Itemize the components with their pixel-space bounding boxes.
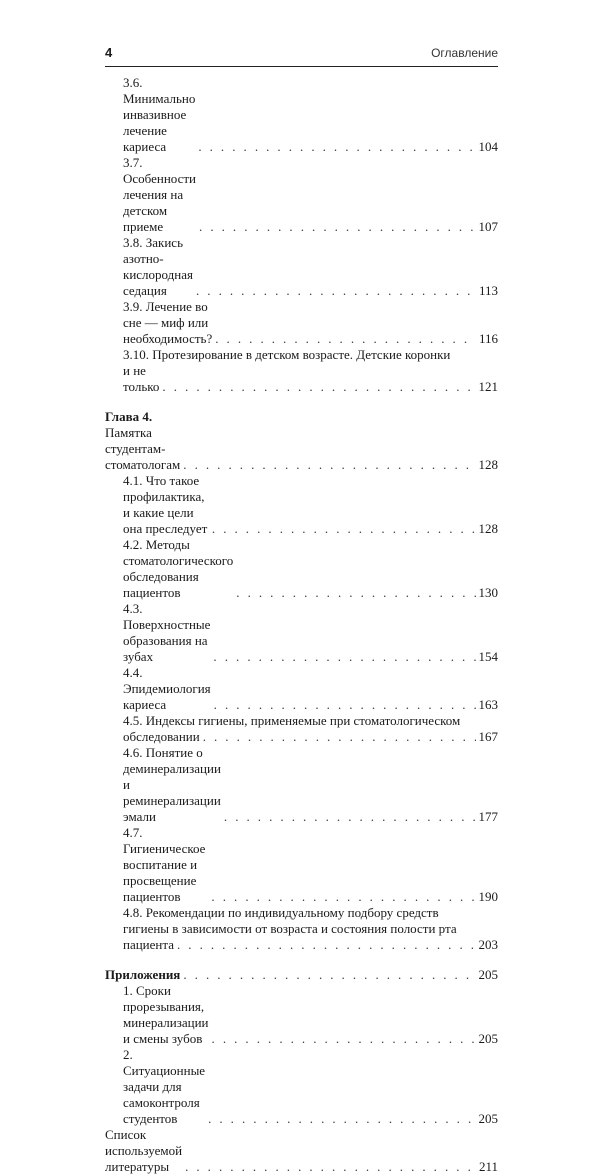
dot-leader	[213, 649, 475, 665]
chapter-title: Памятка студентам-стоматологам	[105, 425, 181, 472]
toc-entry[interactable]	[105, 537, 498, 601]
toc-entry-label-line: 4.8. Рекомендации по индивидуальному подбору средств	[123, 905, 439, 920]
toc-appendix-entry[interactable]	[105, 967, 498, 983]
toc-entry-page: 177	[478, 809, 498, 824]
toc-entry-page: 128	[478, 521, 498, 536]
toc-entry[interactable]	[105, 1127, 498, 1175]
toc-entry[interactable]	[105, 601, 498, 665]
toc-entry-label: 4.7. Гигиеническое воспитание и просвещение пациентов	[123, 825, 206, 904]
toc-entry[interactable]	[105, 155, 498, 235]
toc-entry-label: 2. Ситуационные задачи для самоконтроля студентов	[123, 1047, 206, 1126]
toc-entry-page: 205	[478, 967, 498, 982]
toc-entry[interactable]	[105, 825, 498, 905]
toc-entry[interactable]	[105, 235, 498, 299]
toc-entry[interactable]	[105, 665, 498, 713]
toc-entry[interactable]	[105, 75, 498, 155]
toc-entry-page: 211	[478, 1159, 498, 1174]
toc-entry-page: 167	[478, 729, 498, 744]
dot-leader	[183, 457, 475, 473]
toc-entry-page: 121	[478, 379, 498, 394]
dot-leader	[215, 331, 476, 347]
toc-entry-label	[105, 409, 180, 473]
dot-leader	[236, 585, 475, 601]
dot-leader	[214, 697, 476, 713]
toc-entry-label: 4.6. Понятие о деминерализации и реминерализации эмали	[123, 745, 221, 824]
toc-entry-label: 4.4. Эпидемиология кариеса	[123, 665, 211, 712]
toc-entry-page: 163	[478, 697, 498, 712]
toc-entry-label-line: 3.10. Протезирование в детском возрасте. Детские коронки	[123, 347, 451, 362]
dot-leader	[183, 967, 475, 983]
dot-leader	[198, 139, 475, 155]
toc-entry-label-line: обследовании	[123, 729, 200, 744]
toc-entry[interactable]	[105, 1047, 498, 1127]
dot-leader	[185, 1159, 476, 1175]
toc-entry-page: 107	[478, 219, 498, 234]
toc-entry[interactable]	[105, 299, 498, 347]
table-of-contents	[105, 75, 498, 1175]
dot-leader	[212, 1031, 476, 1047]
page-header	[105, 40, 498, 67]
dot-leader	[208, 1111, 475, 1127]
toc-entry-page: 130	[478, 585, 498, 600]
toc-entry-page: 203	[478, 937, 498, 952]
toc-entry[interactable]	[105, 745, 498, 825]
dot-leader	[211, 889, 475, 905]
toc-entry-label-line: пациента	[123, 937, 174, 952]
dot-leader	[203, 729, 476, 745]
toc-entry-page: 104	[478, 139, 498, 154]
toc-entry-label-line: и не только	[123, 363, 160, 394]
toc-entry-multiline[interactable]	[105, 713, 498, 745]
dot-leader	[162, 379, 475, 395]
toc-entry-page: 190	[478, 889, 498, 904]
toc-entry-label: 4.2. Методы стоматологического обследования пациентов	[123, 537, 234, 600]
toc-entry-page: 205	[478, 1031, 498, 1046]
toc-entry-label-line: гигиены в зависимости от возраста и состояния полости рта	[123, 921, 457, 936]
running-title: Оглавление	[431, 46, 498, 60]
toc-entry-label: 3.7. Особенности лечения на детском приеме	[123, 155, 197, 234]
toc-entry-label: 4.3. Поверхностные образования на зубах	[123, 601, 211, 664]
toc-entry-page: 116	[478, 331, 498, 346]
dot-leader	[224, 809, 476, 825]
toc-entry-label: 3.9. Лечение во сне — миф или необходимость?	[123, 299, 213, 346]
toc-entry-label: 3.8. Закись азотно-кислородная седация	[123, 235, 193, 298]
dot-leader	[196, 283, 476, 299]
dot-leader	[212, 521, 476, 537]
toc-entry[interactable]	[105, 983, 498, 1047]
toc-entry-label: Приложения	[105, 967, 181, 982]
toc-entry-label-line: 4.5. Индексы гигиены, применяемые при стоматологическом	[123, 713, 461, 728]
page-number: 4	[105, 45, 113, 60]
toc-entry-page: 128	[478, 457, 498, 472]
chapter-number: Глава 4.	[105, 409, 153, 424]
toc-entry-label: 3.6. Минимально инвазивное лечение кариеса	[123, 75, 196, 154]
dot-leader	[199, 219, 475, 235]
toc-entry-label: 4.1. Что такое профилактика, и какие цели она преследует	[123, 473, 208, 536]
toc-chapter-entry[interactable]	[105, 409, 498, 473]
dot-leader	[177, 937, 476, 953]
toc-entry-page: 205	[478, 1111, 498, 1126]
toc-entry[interactable]	[105, 473, 498, 537]
toc-entry-multiline[interactable]	[105, 347, 498, 395]
toc-entry-page: 113	[478, 283, 498, 298]
toc-entry-multiline[interactable]	[105, 905, 498, 953]
toc-entry-label: 1. Сроки прорезывания, минерализации и смены зубов	[123, 983, 209, 1046]
toc-entry-page: 154	[478, 649, 498, 664]
toc-entry-label: Список используемой литературы	[105, 1127, 183, 1174]
